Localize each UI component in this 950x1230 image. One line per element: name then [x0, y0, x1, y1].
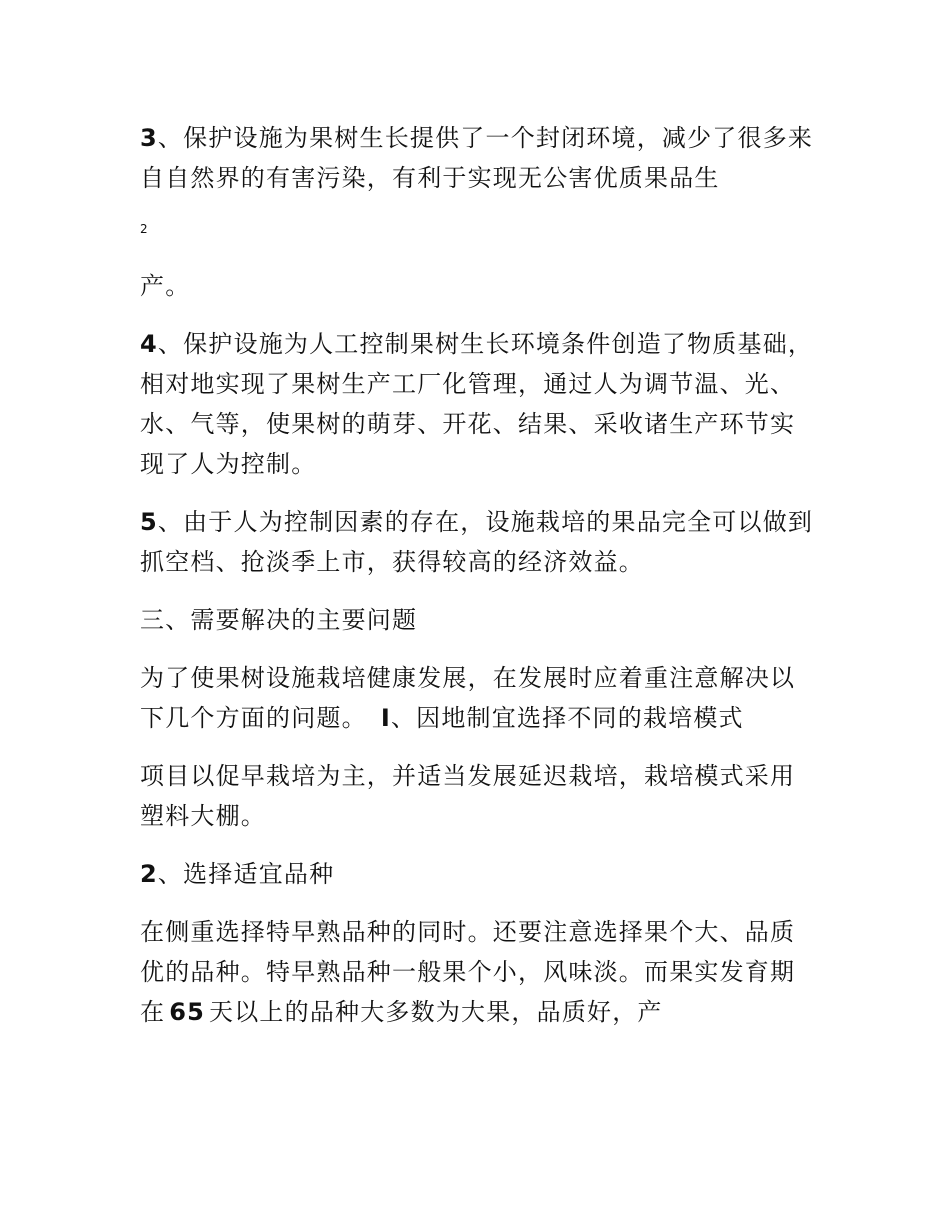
paragraph-text: 在侧重选择特早熟品种的同时。还要注意选择果个大、品质优的品种。特早熟品种一般果个小，风味淡。而果实发育期在	[140, 918, 796, 1026]
paragraph-text: 、保护设施为人工控制果树生长环境条件创造了物质基础，相对地实现了果树生产工厂化管理，通过人为调节温、光、水、气等，使果树的萌芽、开花、结果、采收诸生产环节实现了人为控制。	[140, 330, 814, 478]
paragraph-number: I	[380, 704, 391, 732]
paragraph-4	[140, 324, 820, 484]
section-heading	[140, 600, 820, 640]
paragraph-intro	[140, 658, 820, 738]
paragraph-text: 项目以促早栽培为主，并适当发展延迟栽培，栽培模式采用塑料大棚。	[140, 762, 796, 830]
paragraph-text: 、由于人为控制因素的存在，设施栽培的果品完全可以做到抓空档、抢淡季上市，获得较高的经济效益。	[140, 508, 814, 576]
paragraph-text: 、因地制宜选择不同的栽培模式	[390, 704, 744, 732]
page-number: 2	[140, 222, 148, 236]
paragraph-variety	[140, 912, 820, 1032]
paragraph-text: 产。	[140, 272, 191, 300]
document-page	[140, 118, 820, 1032]
paragraph-continuation	[140, 266, 820, 306]
paragraph-text: 天以上的品种大多数为大果，品质好，产	[209, 998, 663, 1026]
heading-text: 三、需要解决的主要问题	[140, 606, 418, 634]
heading-text: 、选择适宜品种	[157, 860, 335, 888]
paragraph-5	[140, 502, 820, 582]
paragraph-number: 4	[140, 330, 158, 358]
paragraph-text: 为了使果树设施栽培健康发展，在发展时应着重注意解决以下几个方面的问题。	[140, 664, 796, 732]
paragraph-number: 3	[140, 124, 158, 152]
paragraph-number: 65	[169, 998, 206, 1026]
paragraph-number: 5	[140, 508, 158, 536]
paragraph-text: 、保护设施为果树生长提供了一个封闭环境，减少了很多来自自然界的有害污染，有利于实现无公害优质果品生	[140, 124, 814, 192]
subheading-2	[140, 854, 820, 894]
paragraph-number: 2	[140, 860, 158, 888]
paragraph-3	[140, 118, 820, 198]
paragraph-project	[140, 756, 820, 836]
